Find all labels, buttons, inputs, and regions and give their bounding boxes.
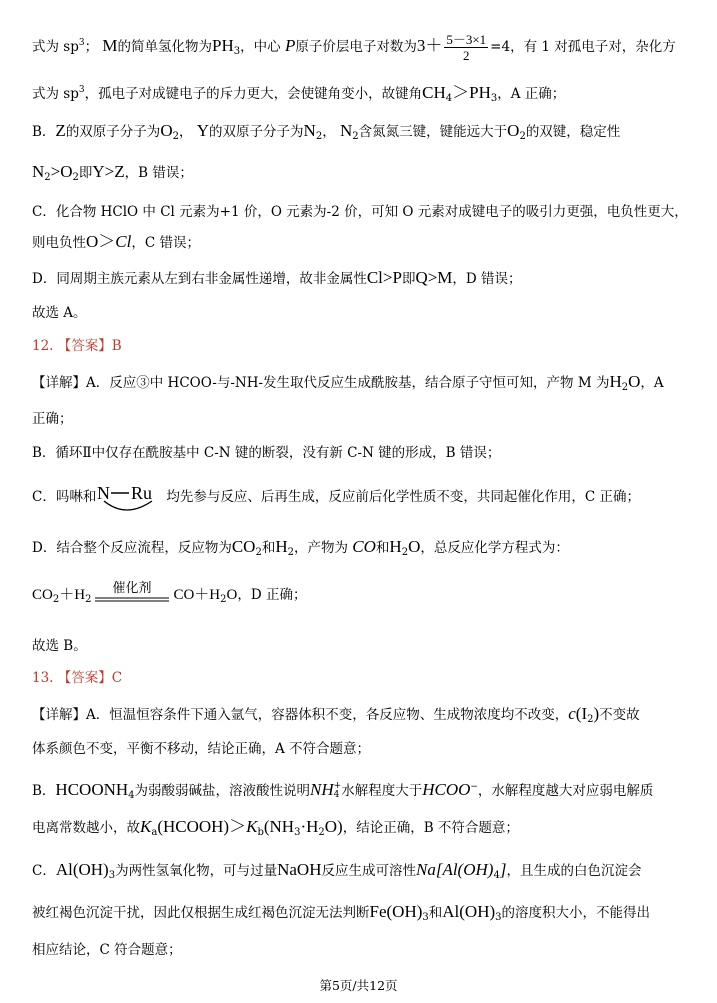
text: 即	[401, 271, 416, 287]
structure-label-Ru: Ru	[131, 482, 153, 503]
equation-reactant-CO2: CO	[32, 587, 53, 603]
structure-label-N: N	[97, 482, 111, 503]
catalyst-label: 催化剂	[112, 580, 152, 596]
subscript: 2	[587, 714, 594, 725]
text-line-4	[32, 162, 695, 188]
text: ，C 错误；	[131, 235, 200, 251]
formula-H2O: O	[628, 372, 641, 391]
equation-product: O	[226, 587, 238, 603]
subscript: 2	[352, 131, 359, 142]
formula-PH3: PH	[212, 36, 234, 55]
subscript: 4	[493, 870, 500, 881]
subscript: 4	[333, 790, 340, 800]
formula-N2: N	[303, 121, 316, 140]
text: C．吗啉和	[32, 489, 97, 505]
formula-NaAlOH4: Na[Al(OH)	[416, 860, 494, 879]
equation-line	[32, 578, 695, 617]
text: 的双原子分子为	[209, 124, 304, 140]
formula-CO2: CO	[231, 537, 256, 556]
formula-PH3: PH	[469, 83, 491, 102]
fraction-denominator: 2	[463, 48, 470, 63]
text-line-5: C．化合物 HClO 中 Cl 元素为+1 价，O 元素为-2 价，可知 O 元素对成键电子的吸引力更强，电负性更大，	[32, 204, 688, 220]
superscript: 3	[78, 85, 85, 95]
formula-HCOONH4: HCOONH	[55, 780, 129, 799]
formula-c: c	[568, 704, 576, 723]
formula-Kb: K	[246, 817, 258, 836]
text-line-14	[32, 537, 695, 563]
subscript: 3	[495, 912, 502, 923]
text-line-3	[32, 121, 695, 147]
text: 的双键，稳定性	[525, 124, 621, 140]
formula-HCOOH: (HCOOH)＞	[157, 817, 247, 836]
text-line-18	[32, 704, 695, 730]
text-line-8: 故选 A。	[32, 305, 87, 321]
subscript: 2	[220, 594, 227, 605]
formula-Y: Y	[196, 121, 210, 140]
text: ，D 错误；	[452, 271, 522, 287]
text: 含氮氮三键，键能远大于	[358, 124, 508, 140]
formula-HCOO: HCOO	[422, 780, 471, 799]
text: ，水解程度越大对应弱电解质	[477, 783, 654, 799]
formula-H2O: H	[609, 372, 622, 391]
subscript: 2	[315, 131, 323, 142]
text-line-22	[32, 860, 695, 886]
formula-Cl-gt-P: Cl>P	[366, 268, 402, 287]
fraction-numerator: 5－3×1	[446, 32, 487, 47]
fraction	[444, 32, 488, 63]
formula-three: 3＋	[416, 36, 443, 55]
formula-Ka: K	[140, 817, 152, 836]
formula-P: P	[284, 36, 296, 55]
text: 反应生成可溶性	[321, 863, 416, 879]
subscript: 2	[52, 594, 60, 605]
text-line-20	[32, 777, 695, 806]
text: 式为 sp	[32, 86, 79, 102]
formula-NH3H2O: (NH	[263, 817, 295, 836]
equation-reactant-H2: ＋H	[59, 587, 86, 603]
n-ru-catalyst-structure	[96, 481, 166, 515]
text: ；	[84, 39, 99, 55]
subscript: 2	[401, 547, 409, 558]
formula-NH4: NH	[310, 780, 334, 799]
text: 水解程度大于	[341, 783, 423, 799]
text: ，	[178, 124, 193, 140]
text: 【详解】A．反应③中 HCOO-与-NH-发生取代反应生成酰胺基，结合原子守恒可知，产物 M 为	[32, 375, 610, 391]
subscript: 4	[128, 790, 135, 801]
formula-CO: CO	[352, 537, 376, 556]
text: 为两性氢氧化物，可与过量	[115, 863, 278, 879]
subscript: 2	[85, 594, 92, 605]
text-line-7	[32, 268, 695, 289]
subscript: 2	[318, 827, 325, 838]
text: C．	[32, 863, 56, 879]
formula-H2O: O	[408, 537, 421, 556]
equation-product: CO＋H	[173, 587, 221, 603]
superscript: +	[333, 781, 342, 791]
equation-equals-sign	[91, 579, 173, 613]
text-line-6	[32, 232, 695, 253]
formula-AlOH3: Al(OH)	[55, 860, 109, 879]
subscript: 2	[621, 382, 629, 393]
text-line-24: 相应结论，C 符合题意；	[32, 942, 182, 958]
formula-Z: Z	[55, 121, 66, 140]
text: ，A	[640, 375, 664, 391]
n-ru-bond-diagram	[96, 481, 166, 515]
text: 不变故	[599, 707, 640, 723]
answer-heading-12: 12. 【答案】B	[32, 338, 122, 354]
formula-NH3H2O: ·H	[300, 817, 319, 836]
subscript: 3	[294, 827, 301, 838]
text: ，总反应化学方程式为：	[420, 540, 569, 556]
answer-heading-13: 13. 【答案】C	[32, 670, 123, 686]
text: ，产物为	[293, 540, 348, 556]
text-line-10	[32, 372, 695, 398]
formula-N2: N	[340, 121, 353, 140]
page-number-footer: 第5页/共12页	[319, 978, 398, 993]
formula-H2O: H	[389, 537, 402, 556]
text-line-19: 体系颜色不变，平衡不移动，结论正确，A 不符合题意；	[32, 741, 371, 757]
text-line-11: 正确；	[32, 411, 73, 427]
formula-O-gt: O＞	[86, 232, 116, 251]
text: ，且生成的白色沉淀会	[506, 863, 642, 879]
text-line-2	[32, 80, 695, 109]
text: ，D 正确；	[237, 587, 307, 603]
text: 均先参与反应、后再生成，反应前后化学性质不变，共同起催化作用，C 正确；	[166, 489, 640, 505]
formula-H2: H	[275, 537, 288, 556]
formula-N2: N	[32, 162, 45, 181]
text: D．同周期主族元素从左到右非金属性递增，故非金属性	[32, 271, 367, 287]
text: ，中心	[240, 39, 281, 55]
subscript: 3	[108, 870, 116, 881]
text-line-12: B．循环Ⅱ中仅存在酰胺基中 C-N 键的断裂，没有新 C-N 键的形成，B 错误；	[32, 445, 501, 461]
formula-Cl: Cl	[115, 232, 132, 251]
text-line-21	[32, 817, 695, 843]
text-line-13	[32, 480, 695, 515]
subscript: 3	[422, 912, 429, 923]
text: 为弱酸弱碱盐，溶液酸性说明	[134, 783, 311, 799]
formula-O2: O	[507, 121, 520, 140]
text: ，A 正确；	[497, 86, 566, 102]
text: 和	[261, 540, 276, 556]
text: 则电负性	[32, 235, 86, 251]
subscript: 2	[44, 172, 51, 183]
text: 电离常数越小，故	[32, 820, 140, 836]
subscript: 2	[72, 172, 79, 183]
formula-FeOH3: Fe(OH)	[369, 902, 423, 921]
text: D．结合整个反应流程，反应物为	[32, 540, 232, 556]
text: 式为 sp	[32, 39, 79, 55]
subscript: 2	[172, 131, 179, 142]
text: ，B 错误；	[124, 165, 193, 181]
text: ，结论正确，B 不符合题意；	[342, 820, 519, 836]
text: 即	[78, 165, 93, 181]
text-line-1	[32, 32, 695, 63]
text: 被红褐色沉淀干扰，因此仅根据生成红褐色沉淀无法判断	[32, 905, 370, 921]
text: 的双原子分子为	[65, 124, 161, 140]
text-line-23	[32, 902, 695, 928]
formula-Q-gt-M: Q>M	[415, 268, 453, 287]
subscript: b	[257, 827, 264, 838]
formula-O2: O	[160, 121, 173, 140]
text: 原子价层电子对数为	[295, 39, 417, 55]
text: ，	[322, 124, 336, 140]
text: ，孤电子对成键电子的斥力更大，会使键角变小，故键角	[84, 86, 423, 102]
formula-NH3H2O: O)	[324, 817, 343, 836]
superscript: 3	[78, 38, 85, 48]
formula-Y-gt-Z: Y>Z	[92, 162, 125, 181]
subscript: 2	[287, 547, 294, 558]
greater-than: ＞	[452, 83, 470, 102]
text: =4，有 1 对孤电子对，杂化方	[490, 39, 676, 55]
text: 的溶度积大小，不能得出	[501, 905, 651, 921]
formula-I2: (I	[575, 704, 588, 723]
formula-NaAlOH4: ]	[499, 860, 507, 879]
subscript: 4	[445, 93, 453, 104]
formula-O2: O	[60, 162, 73, 181]
subscript: a	[151, 827, 158, 838]
formula-NaOH: NaOH	[277, 860, 322, 879]
text: 和	[375, 540, 390, 556]
subscript: 3	[490, 93, 498, 104]
greater-than: >	[50, 162, 61, 181]
text: B．	[32, 124, 56, 140]
text: 的简单氢化物为	[117, 39, 213, 55]
formula-CH4: CH	[422, 83, 446, 102]
subscript: 2	[519, 131, 526, 142]
formula-AlOH3: Al(OH)	[442, 902, 496, 921]
subscript: 3	[233, 46, 241, 57]
subscript: 2	[255, 547, 262, 558]
text: B．	[32, 783, 56, 799]
formula-I2: )	[593, 704, 600, 723]
formula-M: M	[102, 36, 118, 55]
catalyst-arrow	[91, 579, 173, 613]
text-line-16: 故选 B。	[32, 638, 87, 654]
superscript: −	[470, 782, 478, 792]
text: 【详解】A．恒温恒容条件下通入氩气，容器体积不变，各反应物、生成物浓度均不改变，	[32, 707, 569, 723]
text: 和	[428, 905, 443, 921]
